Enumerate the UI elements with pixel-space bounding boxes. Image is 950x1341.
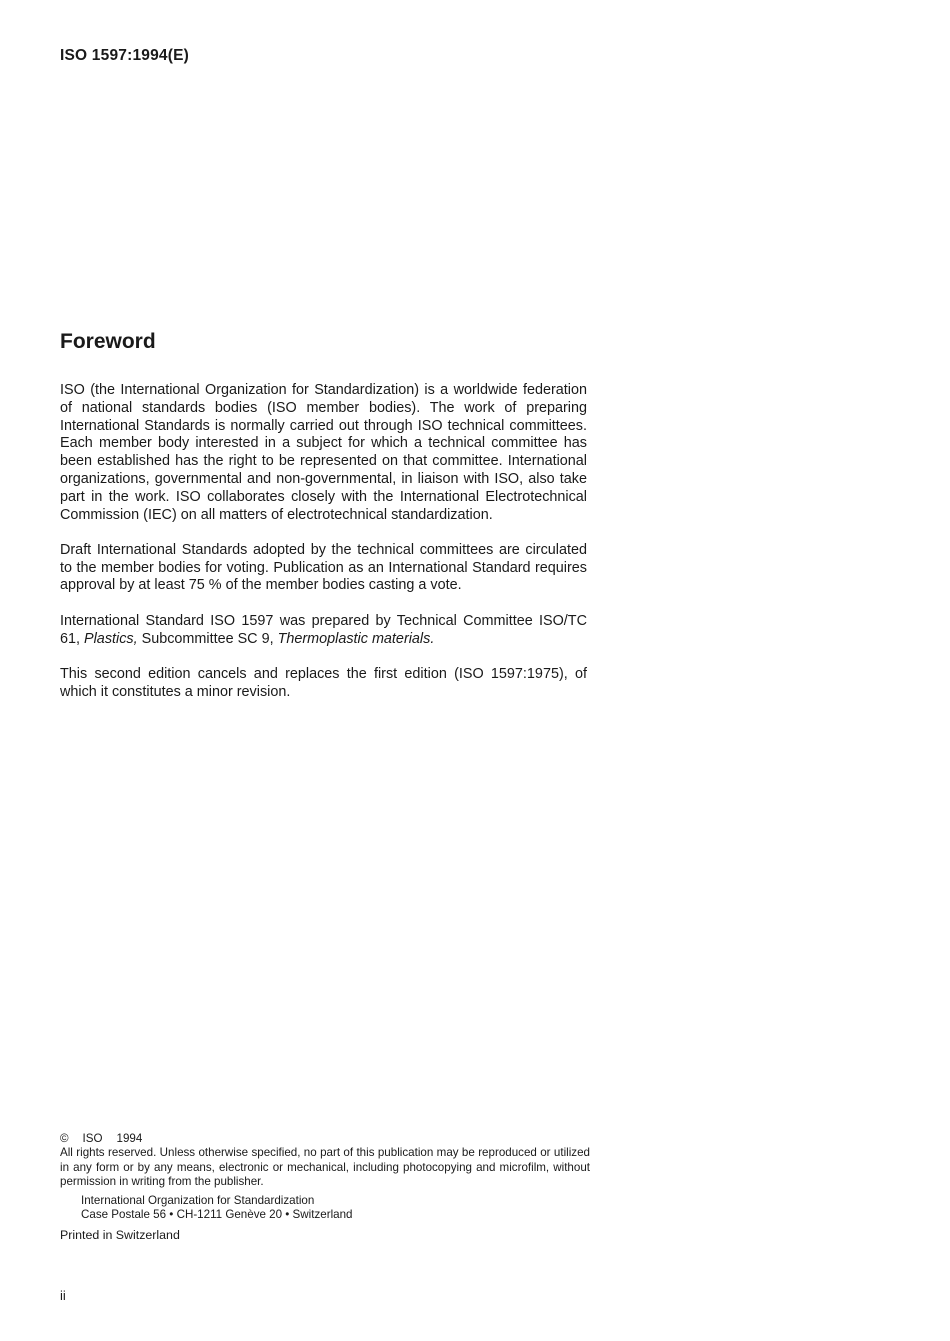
foreword-paragraph-2: Draft International Standards adopted by the technical committees are circulated to the member bodies for voting. Publication as an International Standard requires approval by at least 75 % of the member bodies casting a vote. bbox=[60, 541, 587, 594]
publisher-address bbox=[81, 1194, 590, 1223]
p3-text-1: International Standard ISO 1597 was prepared by Technical Committee ISO/TC 61, bbox=[60, 612, 587, 647]
rights-statement: All rights reserved. Unless otherwise specified, no part of this publication may be reproduced or utilized in any form or by any means, electronic or mechanical, including photocopying and microfilm, without permission in writing from the publisher. bbox=[60, 1146, 590, 1188]
p3-text-2: Subcommittee SC 9, bbox=[137, 630, 278, 647]
copyright-year: 1994 bbox=[116, 1132, 143, 1145]
copyright-org: ISO bbox=[82, 1132, 103, 1145]
foreword-paragraph-3 bbox=[60, 613, 587, 649]
copyright-symbol: © bbox=[60, 1132, 69, 1145]
p3-italic-thermoplastic: Thermoplastic materials. bbox=[277, 630, 435, 647]
address-line-1: International Organization for Standardization bbox=[81, 1194, 315, 1208]
p3-italic-plastics: Plastics, bbox=[84, 630, 138, 647]
copyright-block bbox=[60, 1132, 590, 1242]
printed-in: Printed in Switzerland bbox=[60, 1227, 180, 1242]
foreword-body bbox=[60, 382, 587, 719]
address-line-2: Case Postale 56 • CH-1211 Genève 20 • Switzerland bbox=[81, 1208, 353, 1222]
copyright-line bbox=[60, 1132, 590, 1146]
page-number: ii bbox=[60, 1288, 66, 1303]
foreword-paragraph-1: ISO (the International Organization for Standardization) is a worldwide federation of national standards bodies (ISO member bodies). The work of preparing International Standards is normally carried out through ISO technical committees. Each member body interested in a subject for which a technical committee has been established has the right to be represented on that committee. International organizations, governmental and non-governmental, in liaison with ISO, also take part in the work. ISO collaborates closely with the International Electrotechnical Commission (IEC) on all matters of electrotechnical standardization. bbox=[60, 382, 587, 523]
document-id-header: ISO 1597:1994(E) bbox=[60, 47, 189, 64]
foreword-title: Foreword bbox=[60, 330, 156, 353]
foreword-paragraph-4: This second edition cancels and replaces the first edition (ISO 1597:1975), of which it constitutes a minor revision. bbox=[60, 665, 587, 700]
